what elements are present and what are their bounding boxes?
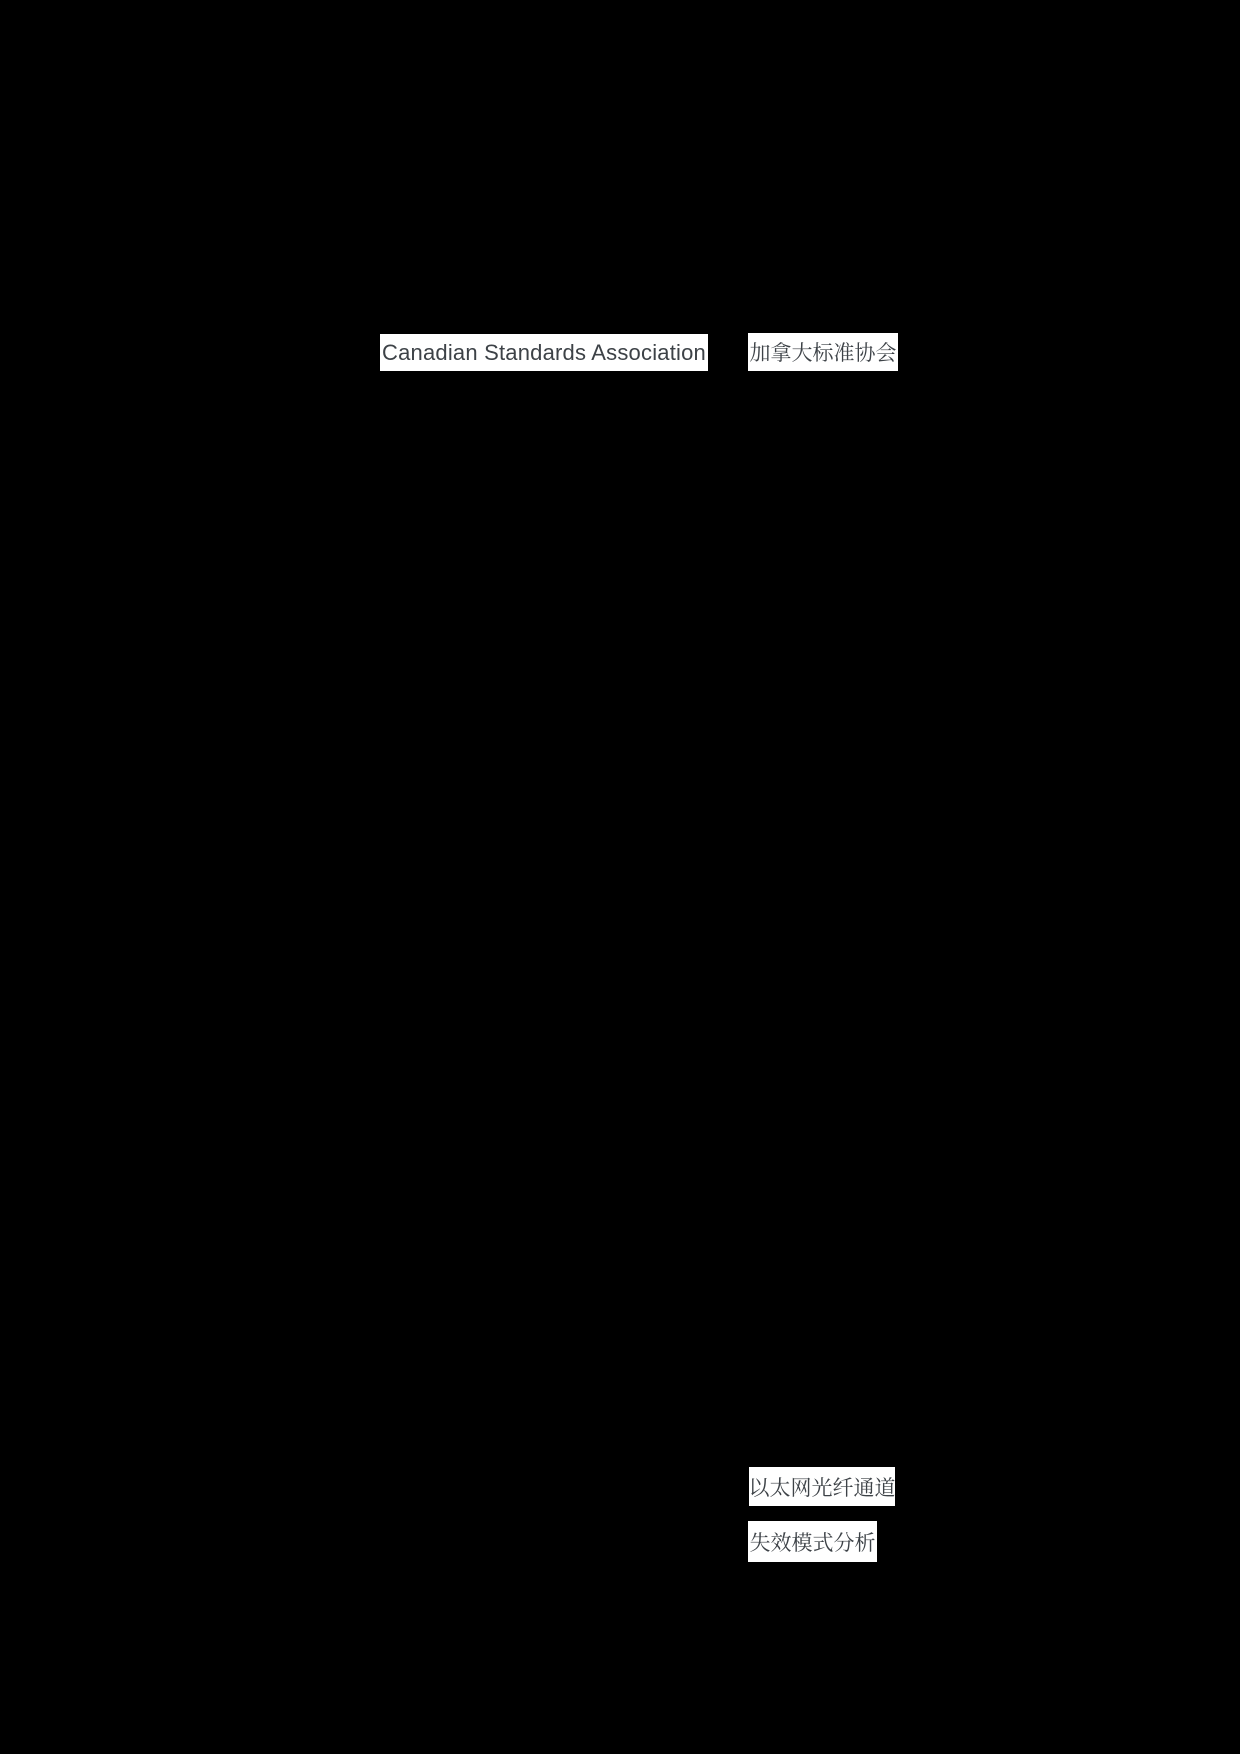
term-failure-mode-zh-label: 失效模式分析 [748,1521,877,1562]
term-fcoe-zh-label: 以太网光纤通道 [749,1467,895,1506]
association-name-zh-label: 加拿大标准协会 [748,333,898,371]
association-name-en-label: Canadian Standards Association [380,334,708,371]
